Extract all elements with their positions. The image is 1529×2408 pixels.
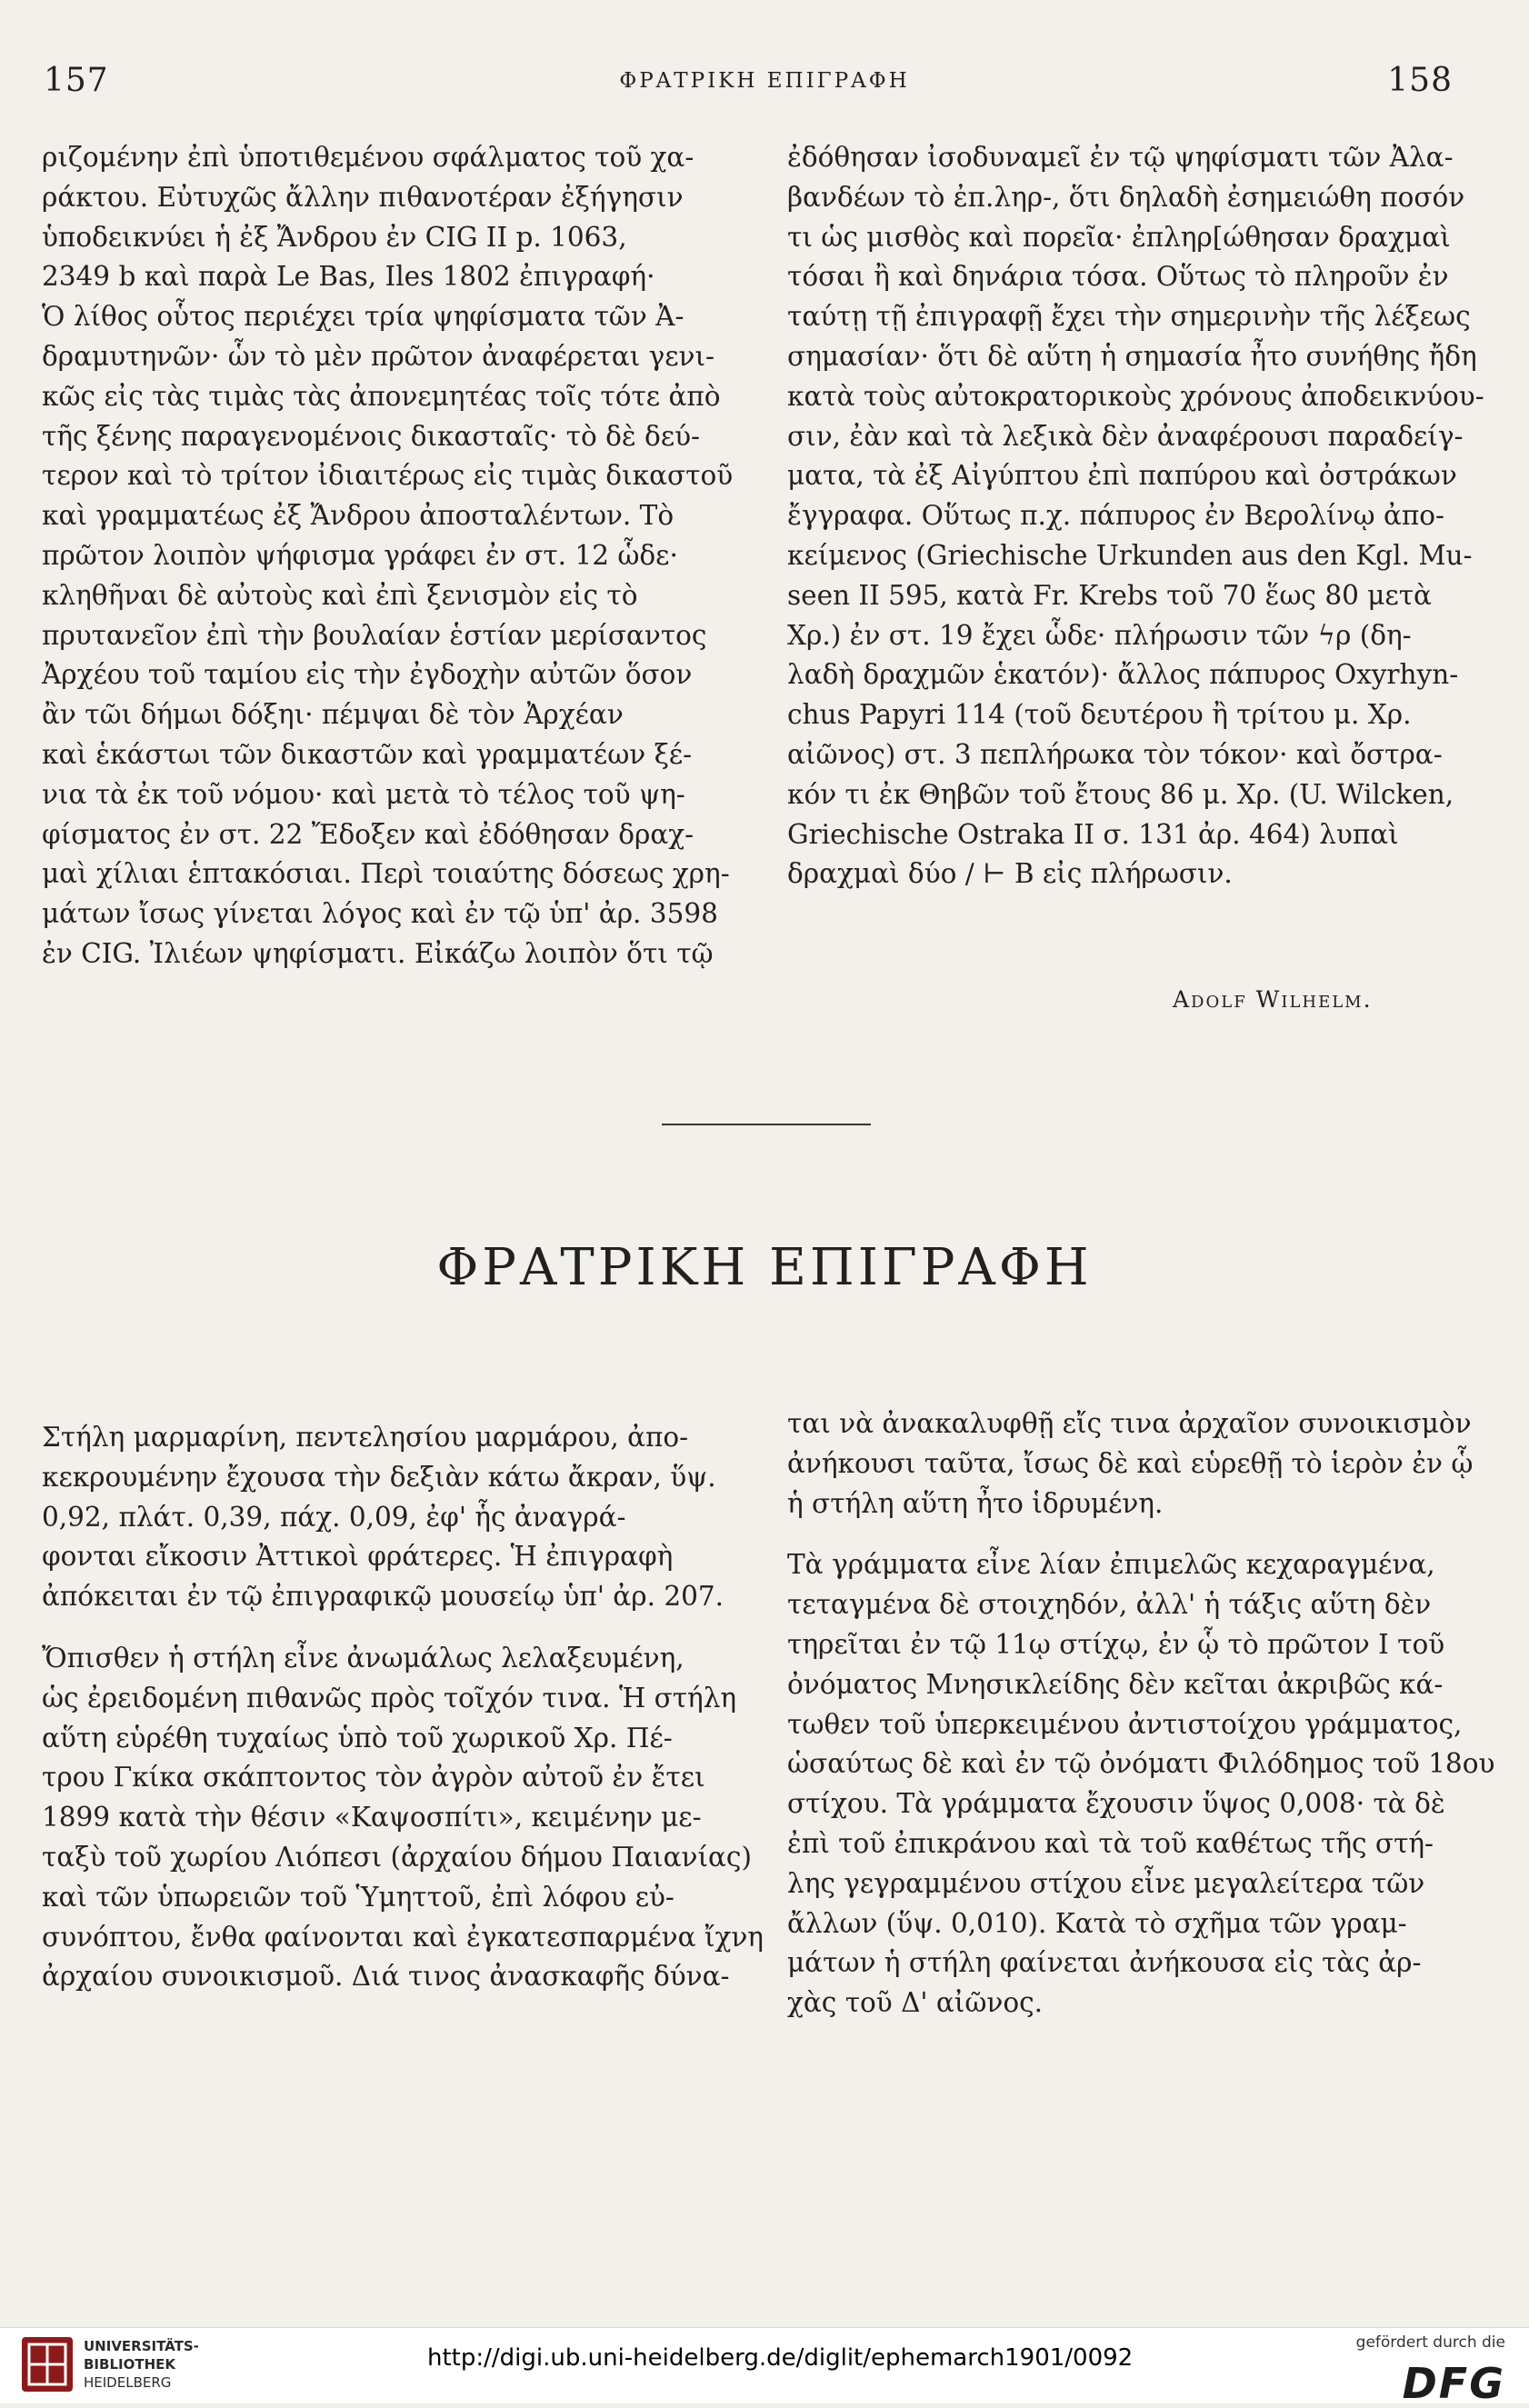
text-line: συνόπτου, ἔνθα φαίνονται καὶ ἐγκατεσπαρμένα ἴχνη [42,1921,764,1953]
text-line: τι ὡς μισθὸς καὶ πορεῖα· ἐπληρ[ώθησαν δραχμαὶ [787,221,1451,253]
text-line: ἐπὶ τοῦ ἐπικράνου καὶ τὰ τοῦ καθέτως τῆς στή- [787,1827,1434,1859]
text-column-lower-left [42,1418,764,1997]
text-line: ἔγγραφα. Οὕτως π.χ. πάπυρος ἐν Βερολίνῳ ἀπο- [787,500,1444,532]
text-line: ταξὺ τοῦ χωρίου Λιόπεσι (ἀρχαίου δήμου Παιανίας) [42,1841,752,1873]
text-line: τόσαι ἢ καὶ δηνάρια τόσα. Οὕτως τὸ πληροῦν ἐν [787,261,1449,293]
text-line: καὶ ἑκάστωι τῶν δικαστῶν καὶ γραμματέων ξέ- [42,738,693,770]
text-line: Ὄπισθεν ἡ στήλη εἶνε ἀνωμάλως λελαξευμένη, [42,1642,685,1674]
text-line: καὶ τῶν ὑπωρειῶν τοῦ Ὑμηττοῦ, ἐπὶ λόφου εὐ- [42,1881,675,1913]
text-line: 2349 b καὶ παρὰ Le Bas, Iles 1802 ἐπιγραφή· [42,261,655,293]
text-line: 0,92, πλάτ. 0,39, πάχ. 0,09, ἐφ' ἧς ἀναγρά- [42,1501,626,1533]
university-seal-icon [20,2335,75,2393]
text-line: ὀνόματος Μνησικλείδης δὲν κεῖται ἀκριβῶς κά- [787,1668,1444,1700]
text-line: ἄλλων (ὕψ. 0,010). Κατὰ τὸ σχῆμα τῶν γραμ- [787,1907,1407,1939]
text-line: τωθεν τοῦ ὑπερκειμένου ἀντιστοίχου γράμματος, [787,1708,1463,1740]
text-line: κῶς εἰς τὰς τιμὰς τὰς ἀπονεμητέας τοῖς τότε ἀπὸ [42,380,721,412]
text-line: μάτων ἡ στήλη φαίνεται ἀνήκουσα εἰς τὰς ἀρ- [787,1947,1422,1979]
text-line: ράκτου. Εὐτυχῶς ἄλλην πιθανοτέραν ἐξήγησιν [42,181,684,213]
text-line: 1899 κατὰ τὴν θέσιν «Καψοσπίτι», κειμένην με- [42,1802,702,1833]
text-line: αἰῶνος) στ. 3 πεπλήρωκα τὸν τόκον· καὶ ὄστρα- [787,738,1443,770]
text-line: Τὰ γράμματα εἶνε λίαν ἐπιμελῶς κεχαραγμένα, [787,1549,1435,1581]
author-signature: Adolf Wilhelm. [1173,986,1373,1013]
text-line: λαδὴ δραχμῶν ἑκατόν)· ἄλλος πάπυρος Oxyrhyn- [787,659,1459,691]
text-column-upper-right [787,138,1487,894]
text-line: Griechische Ostraka II σ. 131 ἀρ. 464) λυπαὶ [787,818,1399,850]
text-line: πρυτανεῖον ἐπὶ τὴν βουλαίαν ἑστίαν μερίσαντος [42,619,707,651]
text-line: seen II 595, κατὰ Fr. Krebs τοῦ 70 ἕως 80 μετὰ [787,579,1432,611]
text-line: ἀρχαίου συνοικισμοῦ. Διά τινος ἀνασκαφῆς δύνα- [42,1961,730,1993]
text-line: κατὰ τοὺς αὐτοκρατορικοὺς χρόνους ἀποδεικνύου- [787,380,1484,412]
text-line: ἐν CIG. Ἰλιέων ψηφίσματι. Εἰκάζω λοιπὸν ὅτι τῷ [42,937,714,969]
text-line: ὡς ἐρειδομένη πιθανῶς πρὸς τοῖχόν τινα. Ἡ στήλη [42,1682,737,1714]
text-line: Χρ.) ἐν στ. 19 ἔχει ὧδε· πλήρωσιν τῶν ϟρ (δη- [787,619,1412,651]
text-line: ριζομένην ἐπὶ ὑποτιθεμένου σφάλματος τοῦ χα- [42,142,695,173]
text-line: ταύτῃ τῇ ἐπιγραφῇ ἔχει τὴν σημερινὴν τῆς λέξεως [787,301,1471,333]
text-line: ἀπόκειται ἐν τῷ ἐπιγραφικῷ μουσείῳ ὑπ' ἀρ. 207. [42,1581,725,1613]
text-line: τερον καὶ τὸ τρίτον ἰδιαιτέρως εἰς τιμὰς δικαστοῦ [42,460,734,492]
text-line: τηρεῖται ἐν τῷ 11ῳ στίχῳ, ἐν ᾧ τὸ πρῶτον I τοῦ [787,1628,1445,1660]
text-line: ται νὰ ἀνακαλυφθῇ εἴς τινα ἀρχαῖον συνοικισμὸν [787,1408,1472,1439]
text-line: Στήλη μαρμαρίνη, πεντελησίου μαρμάρου, ἀπο- [42,1422,689,1453]
section-divider [662,1124,871,1125]
text-line: λης γεγραμμένου στίχου εἶνε μεγαλείτερα τῶν [787,1867,1425,1899]
text-line: τρου Γκίκα σκάπτοντος τὸν ἀγρὸν αὐτοῦ ἐν ἔτει [42,1762,705,1794]
page-number-left: 157 [44,62,109,99]
running-title: ΦΡΑΤΡΙΚΗ ΕΠΙΓΡΑΦΗ [619,69,910,93]
text-line: κληθῆναι δὲ αὐτοὺς καὶ ἐπὶ ξενισμὸν εἰς τὸ [42,579,638,611]
text-line: σημασίαν· ὅτι δὲ αὕτη ἡ σημασία ἦτο συνήθης ἤδη [787,340,1477,372]
text-line: καὶ γραμματέως ἐξ Ἄνδρου ἀποσταλέντων. Τὸ [42,500,675,532]
dfg-logo: DFG [1402,2359,1505,2408]
text-line: ἂν τῶι δήμωι δόξηι· πέμψαι δὲ τὸν Ἀρχέαν [42,699,624,731]
text-line: τῆς ξένης παραγενομένοις δικασταῖς· τὸ δὲ δεύ- [42,420,701,452]
text-line: αὕτη εὑρέθη τυχαίως ὑπὸ τοῦ χωρικοῦ Χρ. Πέ- [42,1722,673,1754]
text-line: ὑποδεικνύει ἡ ἐξ Ἄνδρου ἐν CIG II p. 1063, [42,221,627,253]
section-heading: ΦΡΑΤΡΙΚΗ ΕΠΙΓΡΑΦΗ [436,1238,1093,1297]
text-line: ὡσαύτως δὲ καὶ ἐν τῷ ὀνόματι Φιλόδημος τοῦ 18ου [787,1748,1495,1780]
text-line: φίσματος ἐν στ. 22 Ἔδοξεν καὶ ἐδόθησαν δραχ- [42,818,695,850]
paragraph-location [787,1404,1487,1524]
text-line: ἀνήκουσι ταῦτα, ἴσως δὲ καὶ εὑρεθῇ τὸ ἱερὸν ἐν ᾧ [787,1447,1474,1479]
text-line: chus Papyri 114 (τοῦ δευτέρου ἢ τρίτου μ. Χρ. [787,699,1412,731]
text-line: χὰς τοῦ Δ' αἰῶνος. [787,1987,1044,2019]
text-line: κείμενος (Griechische Urkunden aus den Kgl. Mu- [787,539,1473,571]
text-line: βανδέων τὸ ἐπ.ληρ-, ὅτι δηλαδὴ ἐσημειώθη ποσόν [787,181,1465,213]
source-url-link[interactable]: http://digi.ub.uni-heidelberg.de/diglit/ephemarch1901/0092 [427,2344,1134,2372]
text-line: φονται εἴκοσιν Ἀττικοὶ φράτερες. Ἡ ἐπιγραφὴ [42,1541,674,1573]
text-column-upper-left [42,138,742,974]
text-line: πρῶτον λοιπὸν ψήφισμα γράφει ἐν στ. 12 ὧδε· [42,539,678,571]
library-name: UNIVERSITÄTS- BIBLIOTHEK HEIDELBERG [84,2338,199,2391]
funding-note: gefördert durch die [1355,2333,1505,2352]
text-line: Ἀρχέου τοῦ ταμίου εἰς τὴν ἐγδοχὴν αὐτῶν ὅσον [42,659,693,691]
text-line: κεκρουμένην ἔχουσα τὴν δεξιὰν κάτω ἄκραν, ὕψ. [42,1461,716,1493]
text-line: δραχμαὶ δύο / ⊢ Β εἰς πλήρωσιν. [787,858,1233,890]
text-line: δραμυτηνῶν· ὧν τὸ μὲν πρῶτον ἀναφέρεται γενι- [42,340,715,372]
text-line: στίχου. Τὰ γράμματα ἔχουσιν ὕψος 0,008· τὰ δὲ [787,1788,1445,1820]
text-line: ἡ στήλη αὕτη ἦτο ἱδρυμένη. [787,1487,1164,1519]
text-column-lower-right [787,1404,1495,2023]
text-line: μάτων ἴσως γίνεται λόγος καὶ ἐν τῷ ὑπ' ἀρ. 3598 [42,898,718,930]
page-number-right: 158 [1387,62,1453,99]
text-line: σιν, ἐὰν καὶ τὰ λεξικὰ δὲν ἀναφέρουσι παραδείγ- [787,420,1464,452]
text-line: μαὶ χίλιαι ἑπτακόσιαι. Περὶ τοιαύτης δόσεως χρη- [42,858,730,890]
text-line: τεταγμένα δὲ στοιχηδόν, ἀλλ' ἡ τάξις αὕτη δὲν [787,1589,1432,1621]
paragraph-stele-discovery [42,1639,764,1997]
paragraph-letters [787,1545,1495,2023]
paragraph-stele-description [42,1418,742,1617]
text-line: ματα, τὰ ἐξ Αἰγύπτου ἐπὶ παπύρου καὶ ὀστράκων [787,460,1457,492]
text-line: ἐδόθησαν ἰσοδυναμεῖ ἐν τῷ ψηφίσματι τῶν Ἀλα- [787,142,1454,173]
footer-bar [0,2327,1529,2408]
text-line: Ὁ λίθος οὗτος περιέχει τρία ψηφίσματα τῶν Ἀ- [42,301,685,333]
text-line: κόν τι ἐκ Θηβῶν τοῦ ἔτους 86 μ. Χρ. (U. Wilcken, [787,778,1454,810]
text-line: νια τὰ ἐκ τοῦ νόμου· καὶ μετὰ τὸ τέλος τοῦ ψη- [42,778,685,810]
